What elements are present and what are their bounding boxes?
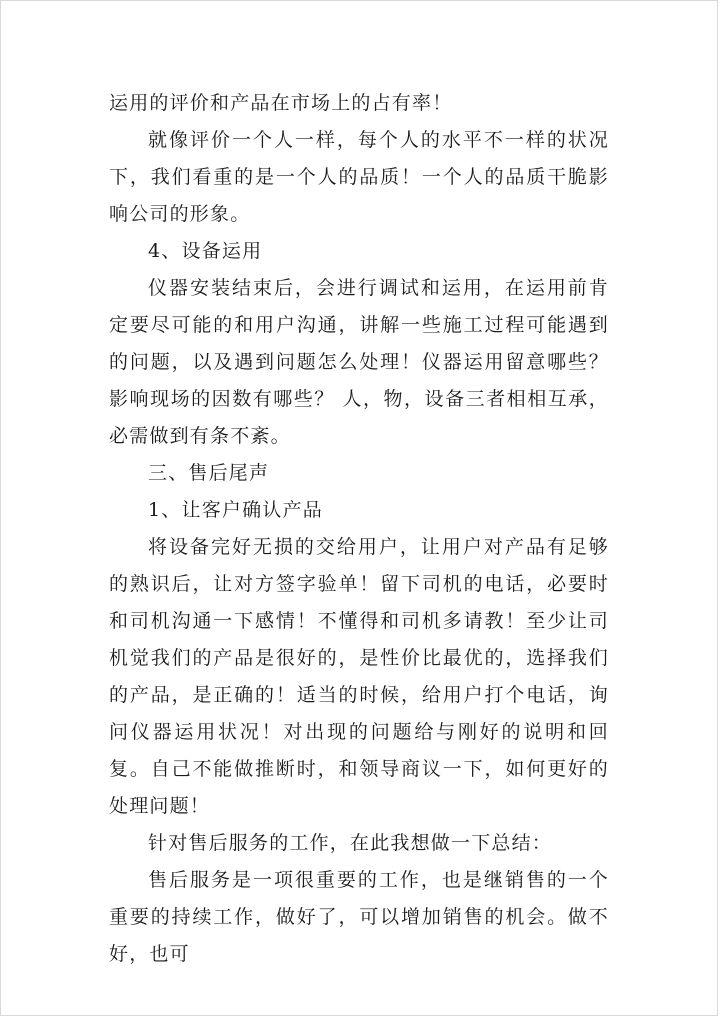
paragraph-2: 就像评价一个人一样，每个人的水平不一样的状况下，我们看重的是一个人的品质！一个人的品质干脆影响公司的形象。: [109, 129, 609, 225]
paragraph-1: 运用的评价和产品在市场上的占有率！: [109, 92, 453, 114]
section-heading-customer-confirm: 1、让客户确认产品: [148, 499, 323, 521]
document-body: [109, 85, 609, 973]
paragraph-7: 将设备完好无损的交给用户，让用户对产品有足够的熟识后，让对方签字验单！留下司机的电话，必要时和司机沟通一下感情！不懂得和司机多请教！至少让司机觉我们的产品是很好的，是性价比最优的，选择我们的产品，是正确的！适当的时候，给用户打个电话，询问仪器运用状况！对出现的问题给与刚好的说明和回复。自己不能做推断时，和领导商议一下，如何更好的处理问题！: [109, 536, 609, 817]
section-heading-equipment-use: 4、设备运用: [148, 240, 263, 262]
paragraph-9: 售后服务是一项很重要的工作，也是继销售的一个重要的持续工作，做好了，可以增加销售的机会。做不好，也可: [109, 869, 609, 965]
paragraph-8: 针对售后服务的工作，在此我想做一下总结：: [148, 832, 553, 854]
paragraph-4: 仪器安装结束后，会进行调试和运用，在运用前肯定要尽可能的和用户沟通，讲解一些施工过程可能遇到的问题，以及遇到问题怎么处理！仪器运用留意哪些？影响现场的因数有哪些？ 人，物，设备三者相相互承，必需做到有条不紊。: [109, 277, 609, 447]
section-heading-after-sales-end: 三、售后尾声: [148, 462, 270, 484]
